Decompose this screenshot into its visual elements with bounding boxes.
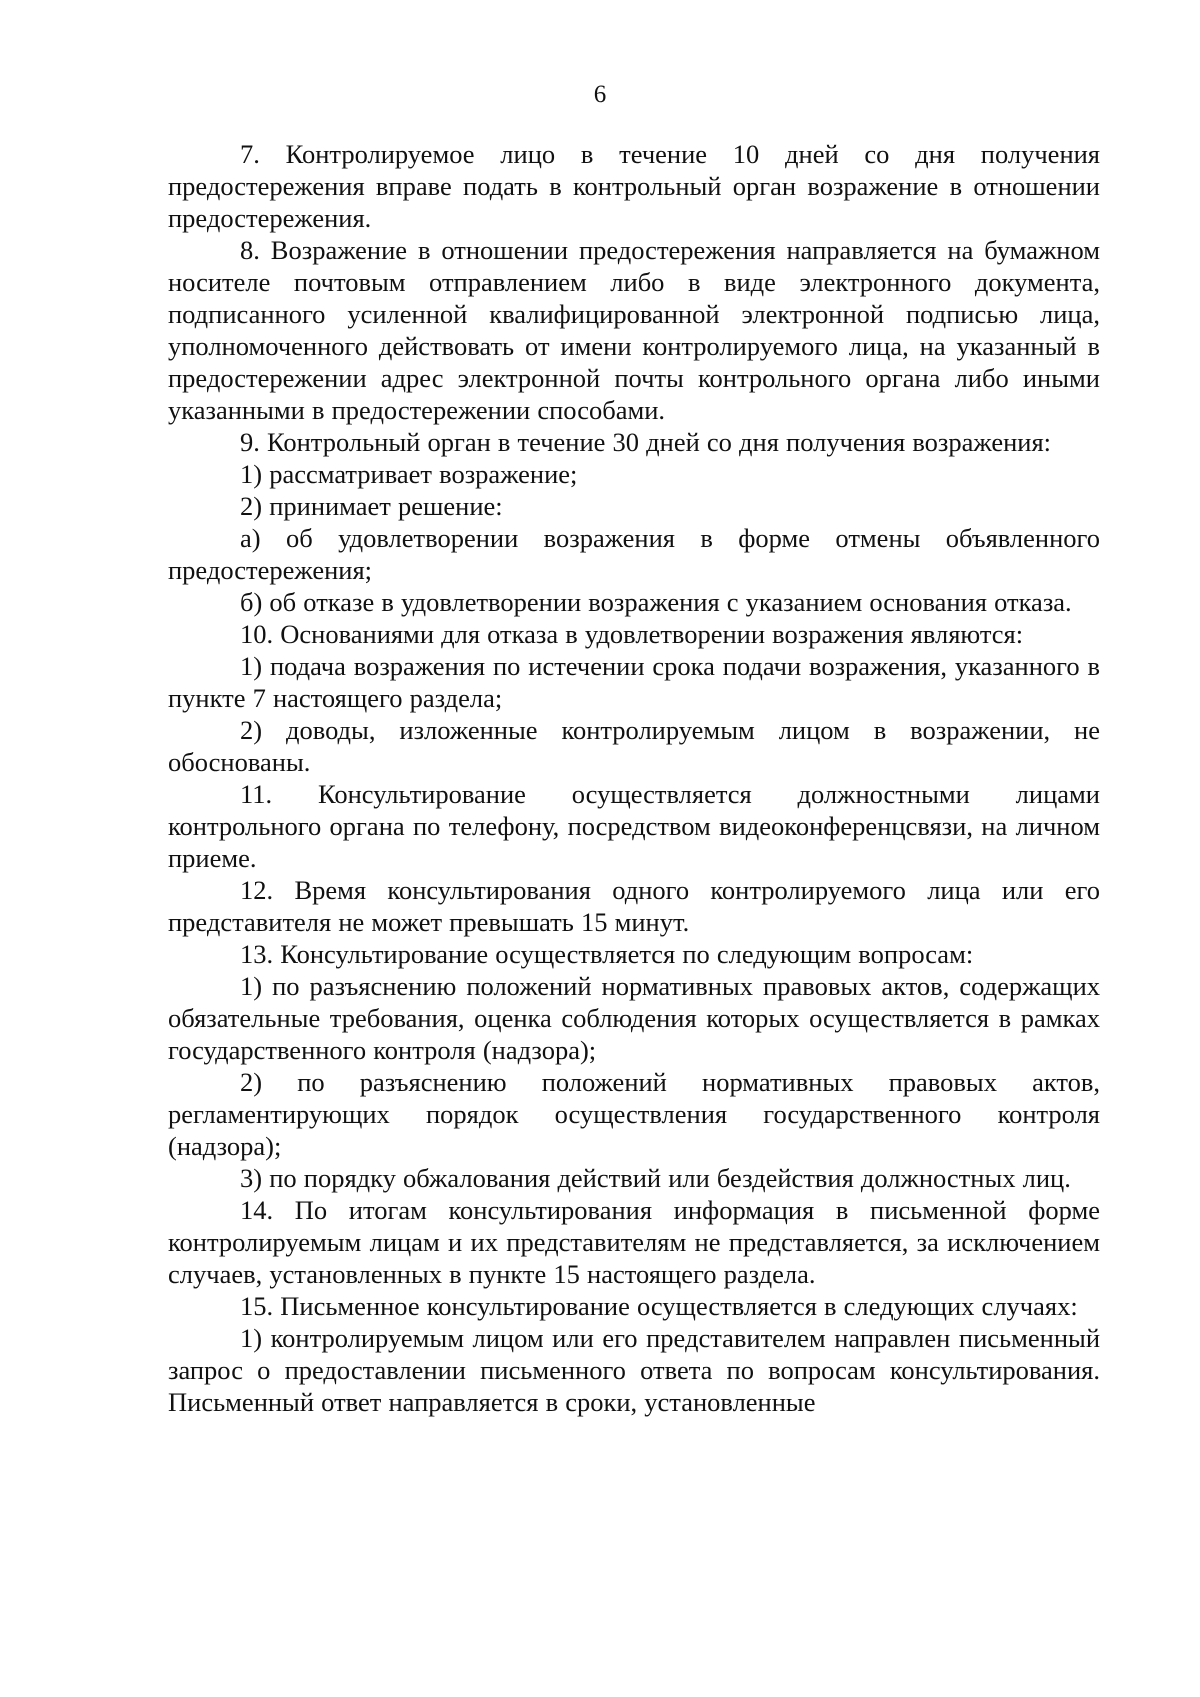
paragraph-10: 10. Основаниями для отказа в удовлетворении возражения являются:: [240, 619, 1024, 649]
paragraph-10-item-2: 2) доводы, изложенные контролируемым лицом в возражении, не обоснованы.: [168, 715, 1100, 777]
paragraph-11: 11. Консультирование осуществляется должностными лицами контрольного органа по телефону, посредством видеоконференцсвязи, на личном приеме.: [168, 779, 1100, 873]
paragraph-13-item-3: 3) по порядку обжалования действий или бездействия должностных лиц.: [240, 1163, 1071, 1193]
document-body: [168, 138, 1100, 1418]
paragraph-9-item-2b: б) об отказе в удовлетворении возражения с указанием основания отказа.: [240, 587, 1072, 617]
paragraph-12: 12. Время консультирования одного контролируемого лица или его представителя не может превышать 15 минут.: [168, 875, 1100, 937]
paragraph-15: 15. Письменное консультирование осуществляется в следующих случаях:: [240, 1291, 1078, 1321]
paragraph-13-item-1: 1) по разъяснению положений нормативных правовых актов, содержащих обязательные требования, оценка соблюдения которых осуществляется в рамках государственного контроля (надзора);: [168, 971, 1100, 1065]
paragraph-9: 9. Контрольный орган в течение 30 дней со дня получения возражения:: [240, 427, 1052, 457]
paragraph-14: 14. По итогам консультирования информация в письменной форме контролируемым лицам и их представителям не представляется, за исключением случаев, установленных в пункте 15 настоящего раздела.: [168, 1195, 1100, 1289]
paragraph-13: 13. Консультирование осуществляется по следующим вопросам:: [240, 939, 974, 969]
paragraph-9-item-2a: а) об удовлетворении возражения в форме отмены объявленного предостережения;: [168, 523, 1100, 585]
paragraph-15-item-1: 1) контролируемым лицом или его представителем направлен письменный запрос о предоставлении письменного ответа по вопросам консультирования. Письменный ответ направляется в сроки, установленные: [168, 1323, 1100, 1417]
paragraph-13-item-2: 2) по разъяснению положений нормативных правовых актов, регламентирующих порядок осуществления государственного контроля (надзора);: [168, 1067, 1100, 1161]
paragraph-10-item-1: 1) подача возражения по истечении срока подачи возражения, указанного в пункте 7 настоящего раздела;: [168, 651, 1100, 713]
paragraph-9-item-2: 2) принимает решение:: [240, 491, 503, 521]
paragraph-8: 8. Возражение в отношении предостережения направляется на бумажном носителе почтовым отправлением либо в виде электронного документа, подписанного усиленной квалифицированной электронной подписью лица, уполномоченного действовать от имени контролируемого лица, на указанный в предостережении адрес электронной почты контрольного органа либо иными указанными в предостережении способами.: [168, 235, 1100, 425]
paragraph-7: 7. Контролируемое лицо в течение 10 дней со дня получения предостережения вправе подать в контрольный орган возражение в отношении предостережения.: [168, 139, 1100, 233]
paragraph-9-item-1: 1) рассматривает возражение;: [240, 459, 578, 489]
page-number: 6: [593, 81, 607, 108]
